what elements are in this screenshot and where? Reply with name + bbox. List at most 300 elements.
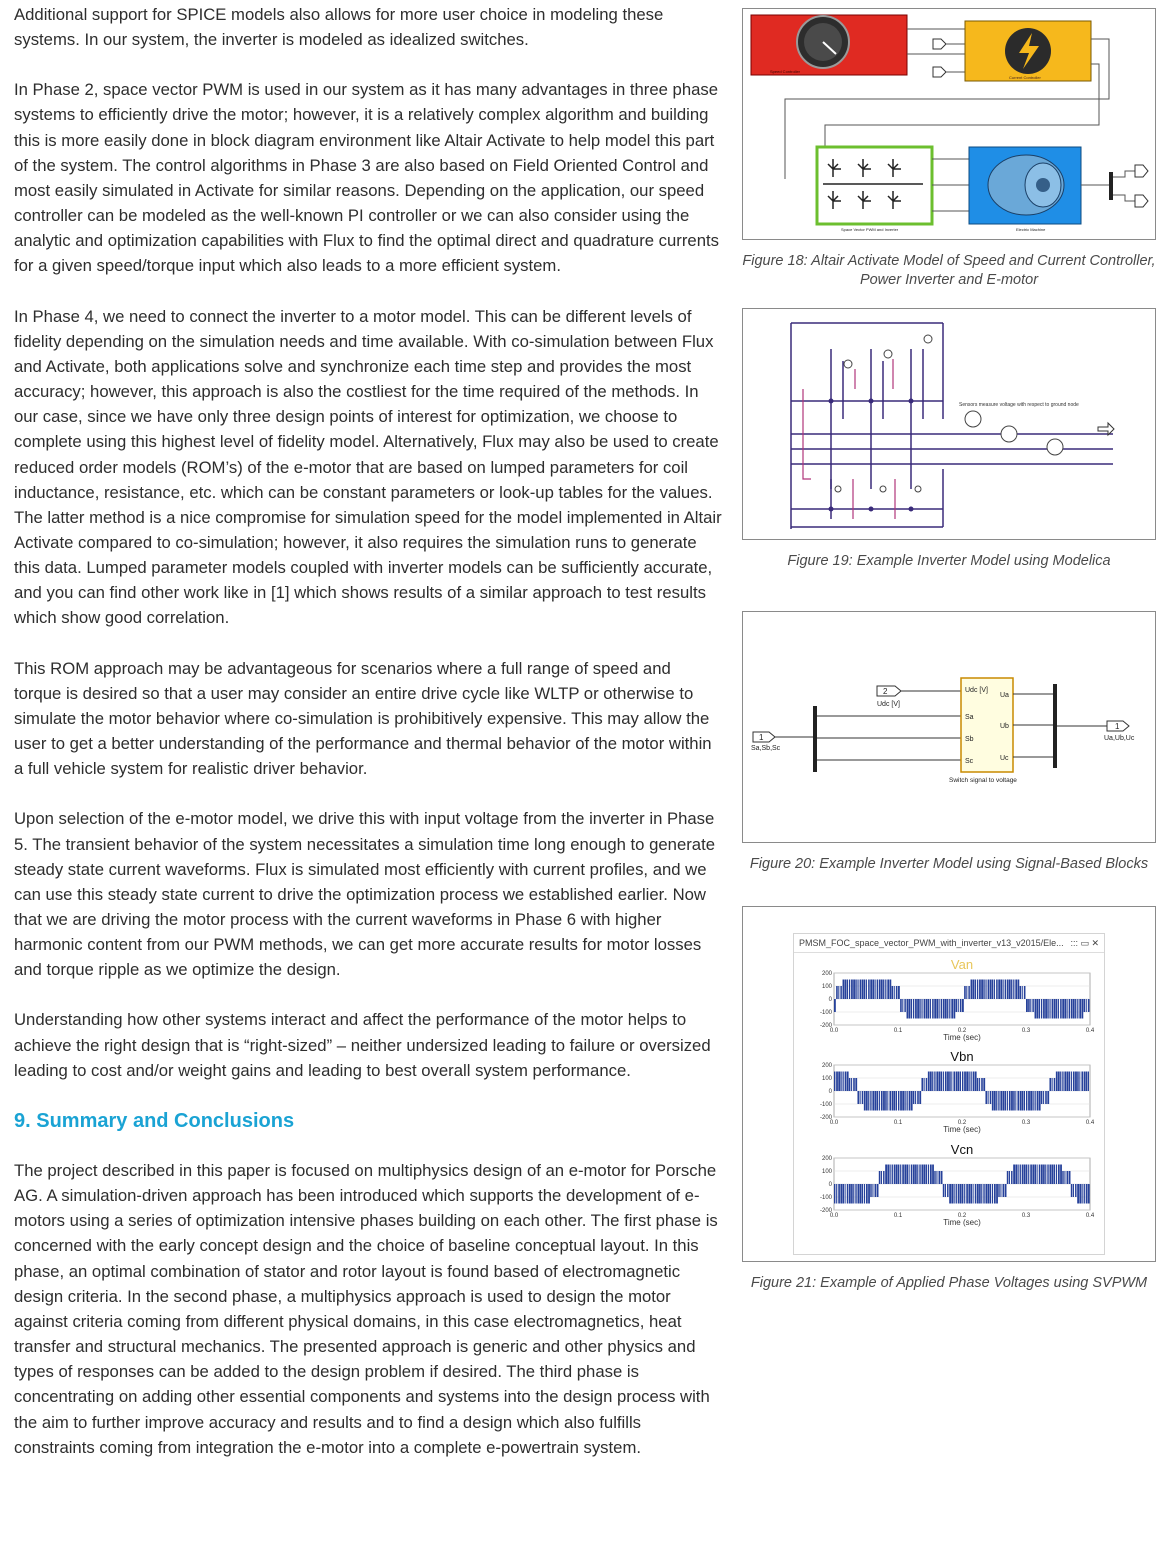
series-title: Vcn bbox=[950, 1142, 974, 1157]
pwm-pulse bbox=[996, 1091, 997, 1111]
pwm-pulse bbox=[1047, 1165, 1048, 1185]
figure-caption: Figure 18: Altair Activate Model of Speed and Current Controller, Power Inverter and E-motor bbox=[742, 253, 1156, 288]
pwm-pulse bbox=[1022, 986, 1023, 999]
pwm-pulse bbox=[838, 986, 839, 999]
x-tick-label: 0.0 bbox=[829, 1120, 839, 1126]
pwm-pulse bbox=[939, 999, 940, 1019]
pwm-pulse bbox=[1054, 999, 1056, 1019]
pwm-pulse bbox=[1071, 1184, 1073, 1197]
pwm-pulse bbox=[909, 1091, 911, 1111]
pwm-pulse bbox=[958, 1184, 960, 1204]
pwm-pulse bbox=[1017, 1165, 1018, 1185]
pwm-pulse bbox=[919, 999, 920, 1019]
pwm-pulse bbox=[879, 1091, 880, 1111]
pwm-pulse bbox=[968, 1184, 970, 1204]
pwm-pulse bbox=[885, 980, 886, 1000]
pwm-pulse bbox=[898, 1091, 899, 1111]
pwm-pulse bbox=[983, 1078, 985, 1091]
svg-text:Uc: Uc bbox=[1000, 755, 1009, 762]
pwm-pulse bbox=[928, 999, 930, 1019]
pwm-pulse bbox=[857, 1184, 859, 1204]
pwm-pulse bbox=[860, 1091, 861, 1104]
pwm-pulse bbox=[862, 1184, 863, 1204]
x-tick-label: 0.2 bbox=[957, 1028, 967, 1034]
pwm-pulse bbox=[1007, 1091, 1008, 1111]
inverter-block bbox=[817, 147, 932, 224]
pwm-pulse bbox=[981, 1078, 983, 1091]
figure-21 bbox=[742, 906, 1156, 1262]
pwm-pulse bbox=[992, 1184, 993, 1204]
pwm-pulse bbox=[949, 1184, 951, 1204]
pwm-pulse bbox=[900, 1091, 902, 1111]
pwm-pulse bbox=[1054, 1165, 1055, 1185]
pwm-pulse bbox=[857, 980, 858, 1000]
figures-column bbox=[742, 8, 1156, 1293]
svg-text:1: 1 bbox=[759, 733, 764, 742]
pwm-pulse bbox=[1079, 999, 1081, 1019]
pwm-pulse bbox=[947, 1184, 948, 1197]
pwm-pulse bbox=[898, 1165, 899, 1185]
paragraph: In Phase 2, space vector PWM is used in our system as it has many advantages in three phase systems to efficiently drive the motor; however, it is a relatively complex algorithm and building this is more easily done in block diagram environment like Altair Activate to help model this part of the system. The control algorithms in Phase 3 are also based on Field Oriented Control and most easily simulated in Activate for similar reasons. Depending on the application, our speed controller can be modeled as the well-known PI controller or we can also consider using the analytic and optimization capabilities with Flux to find the optimal direct and quadrature currents for a given speed/torque input which also leads to a more efficient system. bbox=[14, 80, 719, 276]
pwm-pulse bbox=[875, 980, 876, 1000]
pwm-pulse bbox=[975, 1072, 977, 1092]
pwm-pulse bbox=[915, 1091, 916, 1104]
pwm-pulse bbox=[971, 1184, 973, 1204]
pwm-pulse bbox=[956, 999, 957, 1012]
pwm-pulse bbox=[943, 1184, 945, 1197]
y-tick-label: 200 bbox=[821, 971, 832, 977]
pwm-pulse bbox=[1049, 1078, 1051, 1091]
x-tick-label: 0.1 bbox=[893, 1213, 903, 1219]
pwm-pulse bbox=[1039, 1165, 1041, 1185]
pwm-pulse bbox=[973, 1072, 975, 1092]
pwm-pulse bbox=[834, 1072, 835, 1092]
pwm-pulse bbox=[1013, 1091, 1015, 1111]
pwm-pulse bbox=[907, 1165, 909, 1185]
pwm-pulse bbox=[868, 1184, 870, 1204]
pwm-pulse bbox=[1077, 1184, 1079, 1204]
pwm-pulse bbox=[979, 980, 981, 1000]
pwm-pulse bbox=[1020, 1091, 1022, 1111]
pwm-pulse bbox=[870, 1091, 871, 1111]
svg-text:Ua: Ua bbox=[1000, 692, 1009, 699]
pwm-pulse bbox=[877, 1091, 878, 1111]
x-tick-label: 0.4 bbox=[1085, 1028, 1095, 1034]
pwm-pulse bbox=[872, 980, 874, 1000]
x-axis-label: Time (sec) bbox=[943, 1218, 981, 1227]
pwm-pulse bbox=[1005, 980, 1006, 1000]
pwm-pulse bbox=[1079, 1072, 1080, 1092]
pwm-pulse bbox=[911, 1165, 913, 1185]
pwm-pulse bbox=[836, 1184, 837, 1204]
pwm-pulse bbox=[1073, 1184, 1074, 1197]
pwm-pulse bbox=[968, 986, 969, 999]
pwm-pulse bbox=[1043, 1165, 1045, 1185]
pwm-pulse bbox=[926, 1078, 927, 1091]
pwm-pulse bbox=[960, 1072, 961, 1092]
pwm-pulse bbox=[1032, 1091, 1033, 1111]
pwm-pulse bbox=[930, 999, 931, 1019]
pwm-pulse bbox=[883, 980, 884, 1000]
pwm-pulse bbox=[1084, 1184, 1085, 1204]
pwm-pulse bbox=[1024, 1165, 1026, 1185]
pwm-pulse bbox=[994, 1184, 996, 1204]
paragraph: In Phase 4, we need to connect the inverter to a motor model. This can be different levels of fidelity depending on the simulation needs and time available. With co-simulation between Flux and Activate, both applications solve and synchronize each time step and provides the most accuracy; however, this approach is also the costliest for the time required of the methods. In our case, since we have only three design points of interest for optimization, we choose to complete using this highest level of fidelity model. Alternatively, Flux may also be used to create reduced order models (ROM’s) of the e-motor that are based on lumped parameters for coil inductance, resistance, etc. which can be constant parameters or look-up tables for the values. The latter method is a nice compromise for simulation speed for the model implemented in Altair Activate compared to co-simulation; however, it also requires the simulation runs to generate this data. Lumped parameter models coupled with inverter models can be sufficiently accurate, and you can find other work like in [1] which shows results of a similar approach to test results which show good correlation. bbox=[14, 306, 722, 628]
pwm-pulse bbox=[934, 1072, 935, 1092]
svg-text:Sensors measure voltage with r: Sensors measure voltage with respect to ground node bbox=[959, 402, 1079, 408]
pwm-pulse bbox=[911, 999, 912, 1019]
pwm-pulse bbox=[990, 980, 992, 1000]
pwm-pulse bbox=[947, 999, 948, 1019]
pwm-pulse bbox=[1062, 1171, 1063, 1184]
pwm-pulse bbox=[928, 1165, 929, 1185]
pwm-pulse bbox=[919, 1091, 921, 1104]
pwm-pulse bbox=[1024, 1091, 1025, 1111]
pwm-pulse bbox=[892, 1091, 894, 1111]
pwm-pulse bbox=[860, 980, 862, 1000]
pwm-pulse bbox=[1005, 1184, 1007, 1197]
pwm-pulse bbox=[1035, 1165, 1037, 1185]
pwm-pulse bbox=[913, 1091, 914, 1104]
pwm-pulse bbox=[1028, 1091, 1030, 1111]
pwm-pulse bbox=[951, 999, 953, 1019]
y-tick-label: -200 bbox=[819, 1115, 832, 1121]
pwm-pulse bbox=[1037, 1165, 1038, 1185]
pwm-pulse bbox=[1047, 1091, 1049, 1104]
pwm-pulse bbox=[1022, 1165, 1024, 1185]
pwm-pulse bbox=[1009, 1171, 1010, 1184]
paragraph: This ROM approach may be advantageous for scenarios where a full range of speed and torque is desired so that a user may consider an entire drive cycle like WLTP or otherwise to simulate the motor behavior where co-simulation is prohibitively expensive. This may allow the user to get a better understanding of the performance and thermal behavior of the motor within a full vehicle system for realistic driver behavior. bbox=[14, 658, 712, 779]
pwm-pulse bbox=[943, 1072, 944, 1092]
pwm-pulse bbox=[919, 1165, 920, 1185]
pwm-pulse bbox=[1039, 1091, 1041, 1111]
pwm-pulse bbox=[907, 1091, 908, 1111]
pwm-pulse bbox=[889, 980, 891, 1000]
pwm-pulse bbox=[1088, 999, 1090, 1012]
pwm-pulse bbox=[941, 1072, 942, 1092]
paragraph: Understanding how other systems interact and affect the performance of the motor helps to achieve the right design that is “right-sized” – neither undersized leading to failure or oversized leading to cost and/or weight gains and leading to best overall system performance. bbox=[14, 1010, 711, 1080]
pwm-pulse bbox=[1041, 1091, 1042, 1104]
pwm-pulse bbox=[1026, 1091, 1027, 1111]
pwm-pulse bbox=[1067, 1072, 1069, 1092]
pwm-pulse bbox=[985, 1091, 987, 1104]
pwm-pulse bbox=[1020, 1165, 1021, 1185]
pwm-pulse bbox=[998, 1184, 999, 1197]
pwm-pulse bbox=[1015, 1091, 1016, 1111]
pwm-pulse bbox=[1030, 1165, 1032, 1185]
svg-text:Sa: Sa bbox=[965, 714, 974, 721]
pwm-pulse bbox=[1000, 1184, 1001, 1197]
pwm-pulse bbox=[1009, 980, 1011, 1000]
pwm-pulse bbox=[1011, 980, 1012, 1000]
pwm-pulse bbox=[909, 1165, 910, 1185]
pwm-pulse bbox=[892, 1165, 893, 1185]
y-tick-label: -100 bbox=[819, 1010, 832, 1016]
pwm-pulse bbox=[941, 1171, 943, 1184]
pwm-pulse bbox=[851, 1078, 852, 1091]
pwm-pulse bbox=[872, 1091, 874, 1111]
pwm-pulse bbox=[1067, 999, 1068, 1019]
pwm-pulse bbox=[1081, 1072, 1083, 1092]
pwm-pulse bbox=[1088, 1072, 1089, 1092]
pwm-pulse bbox=[1041, 1165, 1043, 1185]
pwm-pulse bbox=[836, 1072, 838, 1092]
pwm-pulse bbox=[1064, 1072, 1066, 1092]
pwm-pulse bbox=[1049, 999, 1050, 1019]
pwm-pulse bbox=[1026, 999, 1028, 1012]
pwm-pulse bbox=[1041, 999, 1042, 1019]
pwm-pulse bbox=[1047, 999, 1048, 1019]
svg-text:Switch signal to voltage: Switch signal to voltage bbox=[949, 777, 1017, 784]
y-tick-label: 100 bbox=[821, 1076, 832, 1082]
pwm-pulse bbox=[894, 1091, 896, 1111]
pwm-pulse bbox=[892, 986, 893, 999]
x-tick-label: 0.1 bbox=[893, 1028, 903, 1034]
pwm-pulse bbox=[904, 999, 905, 1012]
pwm-pulse bbox=[1003, 980, 1004, 1000]
pwm-pulse bbox=[990, 1091, 991, 1104]
pwm-pulse bbox=[900, 999, 902, 1012]
pwm-pulse bbox=[877, 980, 878, 1000]
pwm-pulse bbox=[1035, 1091, 1036, 1111]
figure-18 bbox=[742, 8, 1156, 240]
phase-voltage-plots bbox=[794, 953, 1104, 1253]
y-tick-label: 0 bbox=[828, 1089, 832, 1095]
pwm-pulse bbox=[981, 1184, 982, 1204]
pwm-pulse bbox=[962, 999, 964, 1012]
pwm-pulse bbox=[879, 980, 881, 1000]
pwm-pulse bbox=[1060, 999, 1062, 1019]
pwm-pulse bbox=[860, 1184, 862, 1204]
figure-caption: Figure 21: Example of Applied Phase Voltages using SVPWM bbox=[750, 1275, 1148, 1291]
pwm-pulse bbox=[1064, 1171, 1065, 1184]
pwm-pulse bbox=[845, 1072, 847, 1092]
pwm-pulse bbox=[924, 1078, 925, 1091]
pwm-pulse bbox=[1035, 999, 1037, 1019]
pwm-pulse bbox=[838, 1072, 840, 1092]
pwm-pulse bbox=[1081, 1184, 1082, 1204]
section-heading: 9. Summary and Conclusions bbox=[14, 1109, 295, 1132]
pwm-pulse bbox=[838, 1184, 840, 1204]
pwm-pulse bbox=[1017, 1091, 1019, 1111]
pwm-pulse bbox=[845, 980, 847, 1000]
pwm-pulse bbox=[847, 980, 848, 1000]
pwm-pulse bbox=[915, 999, 917, 1019]
pwm-pulse bbox=[945, 1072, 947, 1092]
pwm-pulse bbox=[849, 980, 850, 1000]
pwm-pulse bbox=[1056, 1165, 1057, 1185]
pwm-pulse bbox=[1079, 1184, 1081, 1204]
pwm-pulse bbox=[983, 980, 984, 1000]
pwm-pulse bbox=[1088, 1184, 1090, 1204]
svg-text:Sc: Sc bbox=[965, 758, 974, 765]
pwm-pulse bbox=[917, 1165, 918, 1185]
window-controls-icon[interactable]: ::: ▭ ✕ bbox=[1070, 934, 1099, 952]
pwm-pulse bbox=[953, 999, 955, 1019]
pwm-pulse bbox=[998, 1091, 999, 1111]
pwm-pulse bbox=[983, 1184, 984, 1204]
pwm-pulse bbox=[1020, 986, 1021, 999]
svg-text:Speed Controller: Speed Controller bbox=[770, 69, 801, 74]
pwm-pulse bbox=[1007, 980, 1009, 1000]
pwm-pulse bbox=[921, 1165, 923, 1185]
pwm-pulse bbox=[834, 999, 836, 1012]
scope-titlebar bbox=[794, 934, 1104, 953]
pwm-pulse bbox=[930, 1072, 932, 1092]
figure-caption: Figure 20: Example Inverter Model using Signal-Based Blocks bbox=[749, 856, 1149, 872]
pwm-pulse bbox=[862, 980, 864, 1000]
pwm-pulse bbox=[996, 980, 998, 1000]
pwm-pulse bbox=[853, 980, 855, 1000]
x-tick-label: 0.1 bbox=[893, 1120, 903, 1126]
pwm-pulse bbox=[883, 1171, 884, 1184]
pwm-pulse bbox=[960, 1184, 962, 1204]
pwm-pulse bbox=[1060, 1165, 1062, 1185]
pwm-pulse bbox=[992, 1091, 994, 1111]
pwm-pulse bbox=[1084, 1072, 1086, 1092]
pwm-pulse bbox=[1062, 1072, 1063, 1092]
pwm-pulse bbox=[934, 1171, 935, 1184]
pwm-pulse bbox=[971, 980, 973, 1000]
pwm-pulse bbox=[843, 1072, 844, 1092]
x-tick-label: 0.3 bbox=[1021, 1028, 1031, 1034]
pwm-pulse bbox=[1028, 999, 1030, 1012]
pwm-pulse bbox=[855, 1184, 856, 1204]
y-tick-label: 0 bbox=[828, 1182, 832, 1188]
pwm-pulse bbox=[939, 1171, 941, 1184]
pwm-pulse bbox=[849, 1078, 850, 1091]
x-tick-label: 0.4 bbox=[1085, 1213, 1095, 1219]
x-axis-label: Time (sec) bbox=[943, 1033, 981, 1042]
pwm-pulse bbox=[1058, 999, 1059, 1019]
pwm-pulse bbox=[1000, 1091, 1002, 1111]
pwm-pulse bbox=[896, 1091, 897, 1111]
pwm-pulse bbox=[975, 1184, 977, 1204]
y-tick-label: -200 bbox=[819, 1023, 832, 1029]
pwm-pulse bbox=[1049, 1165, 1051, 1185]
x-tick-label: 0.3 bbox=[1021, 1120, 1031, 1126]
pwm-pulse bbox=[994, 980, 995, 1000]
pwm-pulse bbox=[1058, 1165, 1060, 1185]
pwm-pulse bbox=[953, 1184, 954, 1204]
pwm-pulse bbox=[913, 1165, 915, 1185]
pwm-pulse bbox=[1032, 1165, 1034, 1185]
pwm-pulse bbox=[966, 1072, 968, 1092]
pwm-pulse bbox=[941, 999, 942, 1019]
pwm-pulse bbox=[1052, 1165, 1054, 1185]
pwm-pulse bbox=[962, 1184, 963, 1204]
activate-model-diagram bbox=[743, 9, 1155, 239]
pwm-pulse bbox=[1045, 1165, 1046, 1185]
pwm-pulse bbox=[896, 986, 898, 999]
pwm-pulse bbox=[968, 1072, 969, 1092]
svg-text:Ub: Ub bbox=[1000, 723, 1009, 730]
y-tick-label: -200 bbox=[819, 1208, 832, 1214]
pwm-pulse bbox=[1075, 999, 1076, 1019]
pwm-pulse bbox=[1030, 999, 1031, 1012]
y-tick-label: -100 bbox=[819, 1102, 832, 1108]
pwm-pulse bbox=[990, 1184, 991, 1204]
svg-text:Space Vector PWM and Inverter: Space Vector PWM and Inverter bbox=[841, 227, 899, 232]
pwm-pulse bbox=[1081, 999, 1083, 1019]
port-icon bbox=[933, 39, 946, 49]
pwm-pulse bbox=[945, 1184, 946, 1197]
svg-text:2: 2 bbox=[883, 687, 888, 696]
pwm-pulse bbox=[1052, 999, 1054, 1019]
pwm-pulse bbox=[866, 980, 867, 1000]
pwm-pulse bbox=[985, 1184, 987, 1204]
svg-text:Electric Machine: Electric Machine bbox=[1016, 227, 1046, 232]
pwm-pulse bbox=[939, 1072, 941, 1092]
pwm-pulse bbox=[1011, 1091, 1013, 1111]
pwm-pulse bbox=[1086, 1184, 1088, 1204]
pwm-pulse bbox=[870, 1184, 871, 1197]
pwm-pulse bbox=[862, 1091, 863, 1104]
pwm-pulse bbox=[834, 1184, 835, 1204]
pwm-pulse bbox=[847, 1072, 849, 1092]
pwm-pulse bbox=[1026, 1165, 1027, 1185]
pwm-pulse bbox=[977, 1078, 978, 1091]
pwm-pulse bbox=[1069, 1171, 1071, 1184]
pwm-pulse bbox=[1011, 1171, 1012, 1184]
pwm-pulse bbox=[921, 1078, 923, 1091]
x-tick-label: 0.0 bbox=[829, 1028, 839, 1034]
pwm-pulse bbox=[917, 1091, 919, 1104]
svg-text:Sb: Sb bbox=[965, 736, 974, 743]
pwm-pulse bbox=[966, 986, 967, 999]
pwm-pulse bbox=[1077, 999, 1078, 1019]
y-tick-label: 200 bbox=[821, 1063, 832, 1069]
pwm-pulse bbox=[868, 980, 870, 1000]
pwm-pulse bbox=[1077, 1072, 1079, 1092]
pwm-pulse bbox=[849, 1184, 851, 1204]
pwm-pulse bbox=[881, 980, 883, 1000]
x-tick-label: 0.4 bbox=[1085, 1120, 1095, 1126]
pwm-pulse bbox=[988, 1184, 990, 1204]
svg-text:Current Controller: Current Controller bbox=[1009, 75, 1041, 80]
pwm-pulse bbox=[875, 1184, 877, 1197]
pwm-pulse bbox=[998, 980, 1000, 1000]
pwm-pulse bbox=[934, 999, 936, 1019]
pwm-pulse bbox=[1060, 1072, 1061, 1092]
pwm-pulse bbox=[881, 1091, 883, 1111]
pwm-pulse bbox=[932, 1072, 933, 1092]
pwm-pulse bbox=[870, 980, 872, 1000]
pwm-pulse bbox=[1054, 1078, 1055, 1091]
pwm-pulse bbox=[847, 1184, 849, 1204]
pwm-pulse bbox=[973, 1184, 974, 1204]
pwm-pulse bbox=[881, 1171, 882, 1184]
pwm-pulse bbox=[1037, 1091, 1039, 1111]
pwm-pulse bbox=[889, 1165, 890, 1185]
pwm-pulse bbox=[909, 999, 911, 1019]
pwm-pulse bbox=[949, 999, 950, 1019]
pwm-pulse bbox=[936, 1171, 937, 1184]
pwm-pulse bbox=[855, 1078, 857, 1091]
pwm-pulse bbox=[896, 1165, 898, 1185]
pwm-pulse bbox=[966, 1184, 968, 1204]
pwm-pulse bbox=[868, 1091, 869, 1111]
scope-title: PMSM_FOC_space_vector_PWM_with_inverter_v13_v2015/Ele... bbox=[799, 938, 1064, 948]
pwm-pulse bbox=[1075, 1072, 1077, 1092]
pwm-pulse bbox=[1028, 1165, 1029, 1185]
pwm-pulse bbox=[894, 986, 895, 999]
pwm-pulse bbox=[853, 1184, 854, 1204]
pwm-pulse bbox=[932, 1165, 934, 1185]
pwm-pulse bbox=[988, 980, 990, 1000]
pwm-pulse bbox=[877, 1184, 879, 1197]
pwm-pulse bbox=[964, 986, 966, 999]
